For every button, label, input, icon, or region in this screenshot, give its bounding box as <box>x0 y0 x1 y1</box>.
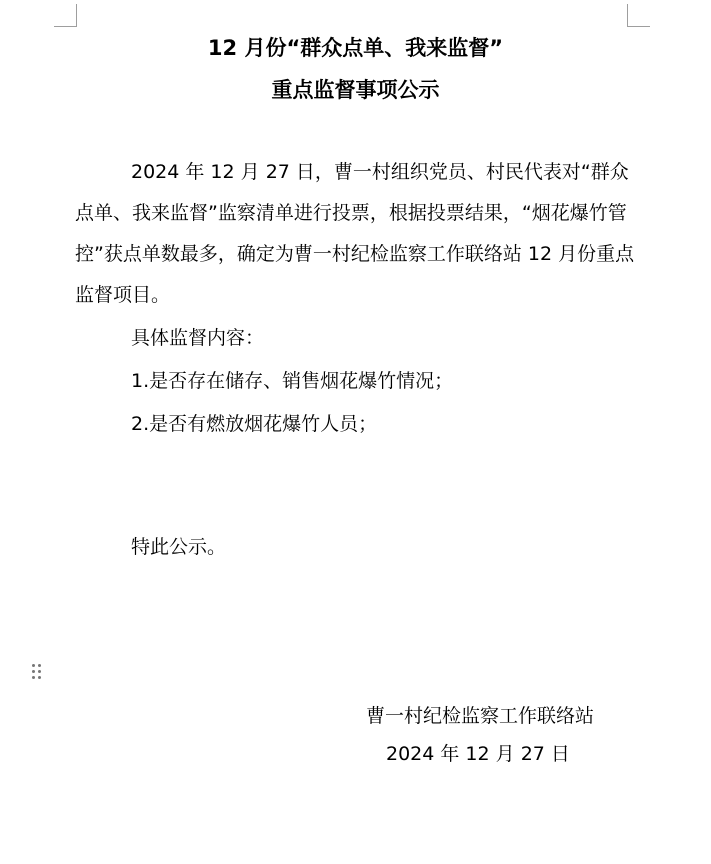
signature-date: 2024 年 12 月 27 日 <box>386 743 570 765</box>
body-paragraph: 2024 年 12 月 27 日，曹一村组织党员、村民代表对“群众点单、我来监督”监察清单进行投票，根据投票结果，“烟花爆竹管控”获点单数最多，确定为曹一村纪检监察工作联络站 12 月份重点监督项目。 <box>75 161 635 306</box>
supervision-item-1: 1.是否存在储存、销售烟花爆竹情况； <box>131 370 454 392</box>
drag-handle-icon[interactable] <box>32 664 42 680</box>
document-title-line-1: 12 月份“群众点单、我来监督” <box>207 36 504 60</box>
page-corner-mark-top-left <box>54 4 77 27</box>
document-title-line-2: 重点监督事项公示 <box>271 78 440 102</box>
closing-statement: 特此公示。 <box>131 536 227 558</box>
supervision-item-2: 2.是否有燃放烟花爆竹人员； <box>131 413 378 435</box>
page-corner-mark-top-right <box>627 4 650 27</box>
content-heading: 具体监督内容： <box>131 327 265 349</box>
signature-organization: 曹一村纪检监察工作联络站 <box>366 705 595 727</box>
